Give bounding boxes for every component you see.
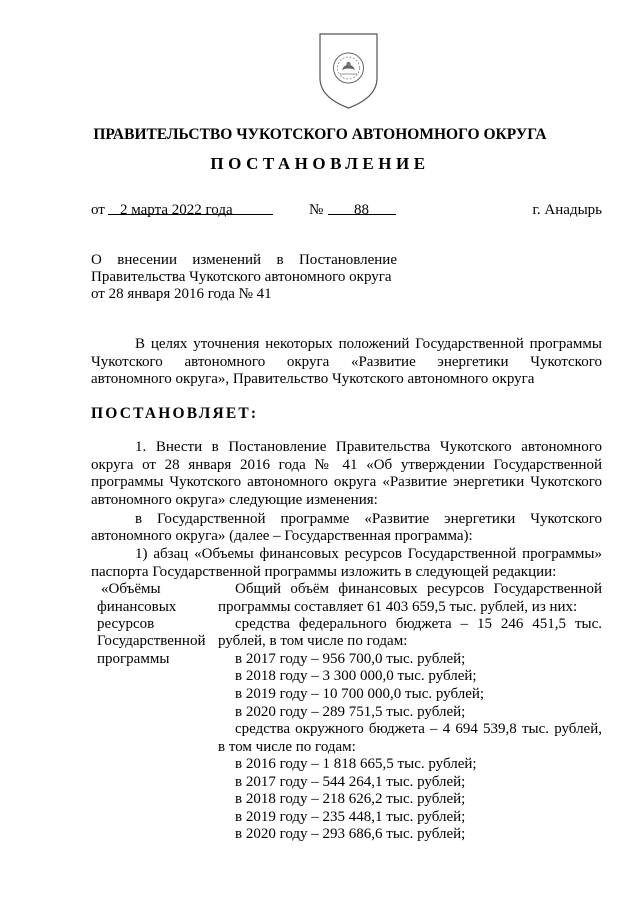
decree-word: ПОСТАНОВЛЯЕТ:: [91, 405, 259, 422]
subject-line: Правительства Чукотского автономного округа: [91, 269, 392, 285]
district-year-item: в 2017 году – 544 264,1 тыс. рублей;: [235, 774, 466, 790]
table-district-line: средства окружного бюджета – 4 694 539,8 тыс. рублей,: [235, 721, 602, 737]
document-number: 88: [354, 202, 369, 218]
table-label-line: Государственной: [97, 633, 206, 649]
body-line: в Государственной программе «Развитие энергетики Чукотского: [135, 511, 602, 527]
city-name: г. Анадырь: [532, 202, 602, 218]
federal-year-item: в 2019 году – 10 700 000,0 тыс. рублей;: [235, 686, 485, 702]
table-district-line: в том числе по годам:: [218, 739, 356, 755]
number-sign: №: [309, 202, 324, 218]
district-year-item: в 2019 году – 235 448,1 тыс. рублей;: [235, 809, 466, 825]
table-label-line: ресурсов: [97, 616, 155, 632]
body-line: программы Чукотского автономного округа «Развитие энергетики Чукотского: [91, 474, 602, 490]
subject-line: от 28 января 2016 года № 41: [91, 286, 272, 302]
table-label-line: «Объёмы: [101, 581, 161, 597]
federal-year-item: в 2020 году – 289 751,5 тыс. рублей;: [235, 704, 466, 720]
table-total-line: программы составляет 61 403 659,5 тыс. рублей, из них:: [218, 599, 578, 615]
body-line: автономного округа» следующие изменения:: [91, 492, 378, 508]
district-year-item: в 2018 году – 218 626,2 тыс. рублей;: [235, 791, 466, 807]
table-label-line: финансовых: [97, 599, 177, 615]
federal-year-item: в 2017 году – 956 700,0 тыс. рублей;: [235, 651, 466, 667]
body-line: 1. Внести в Постановление Правительства Чукотского автономного: [135, 439, 602, 455]
date-underline: [108, 214, 273, 215]
subject-line: О внесении изменений в Постановление: [91, 252, 397, 268]
coat-of-arms-emblem: [316, 30, 381, 110]
preamble-line: Чукотского автономного округа «Развитие энергетики Чукотского: [91, 354, 602, 370]
table-label-line: программы: [97, 651, 170, 667]
preamble-line: В целях уточнения некоторых положений Государственной программы: [135, 336, 602, 352]
body-line: автономного округа» (далее – Государственная программа):: [91, 528, 473, 544]
date-prefix: от: [91, 202, 105, 218]
table-total-line: Общий объём финансовых ресурсов Государственной: [235, 581, 602, 597]
table-federal-line: средства федерального бюджета – 15 246 451,5 тыс.: [235, 616, 602, 632]
number-underline: [328, 214, 396, 215]
federal-year-item: в 2018 году – 3 300 000,0 тыс. рублей;: [235, 668, 477, 684]
district-year-item: в 2020 году – 293 686,6 тыс. рублей;: [235, 826, 466, 842]
body-line: паспорта Государственной программы изложить в следующей редакции:: [91, 564, 557, 580]
body-line: округа от 28 января 2016 года № 41 «Об утверждении Государственной: [91, 457, 602, 473]
document-title: ПОСТАНОВЛЕНИЕ: [210, 154, 430, 173]
district-year-item: в 2016 году – 1 818 665,5 тыс. рублей;: [235, 756, 477, 772]
organization-name: ПРАВИТЕЛЬСТВО ЧУКОТСКОГО АВТОНОМНОГО ОКРУГА: [93, 126, 547, 143]
body-line: 1) абзац «Объемы финансовых ресурсов Государственной программы»: [135, 546, 602, 562]
preamble-line: автономного округа», Правительство Чукотского автономного округа: [91, 371, 535, 387]
table-federal-line: рублей, в том числе по годам:: [218, 633, 408, 649]
document-date: 2 марта 2022 года: [120, 202, 233, 218]
